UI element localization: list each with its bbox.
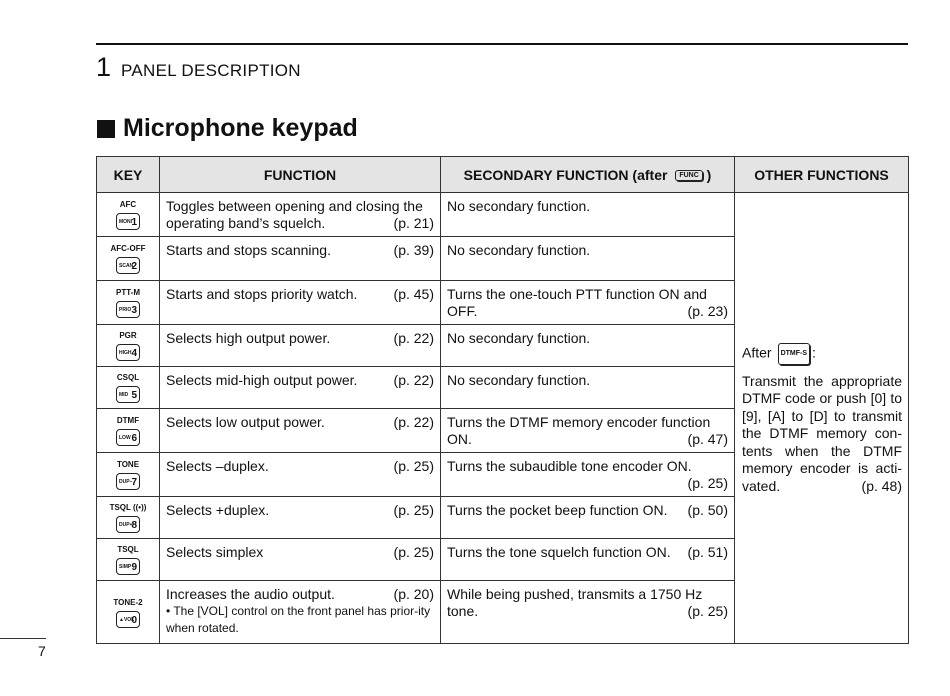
key-cell	[97, 409, 160, 453]
secondary-page-ref: (p. 25)	[687, 603, 728, 619]
function-text: Selects low output power.	[166, 414, 325, 430]
function-page-ref: (p. 20)	[393, 586, 434, 602]
keypad-key-icon	[116, 611, 140, 628]
secondary-text: No secondary function.	[447, 330, 591, 346]
function-cell	[160, 367, 441, 409]
function-page-ref: (p. 39)	[393, 242, 434, 258]
key-cap-label: DUP–	[119, 479, 133, 485]
key-cell	[97, 193, 160, 237]
secondary-text: No secondary function.	[447, 372, 591, 388]
secondary-cell	[441, 409, 735, 453]
key-cap-label: ▲VOL	[119, 616, 135, 623]
key-cap-label: LOW	[119, 435, 131, 441]
keypad-key-icon	[116, 386, 140, 403]
function-note: • The [VOL] control on the front panel has prior-ity when rotated.	[166, 604, 431, 635]
table-header-row	[97, 157, 909, 193]
key-secondary-label: TSQL ((•))	[109, 503, 147, 512]
secondary-page-ref: (p. 51)	[687, 544, 728, 560]
chapter-heading	[96, 52, 301, 83]
secondary-cell	[441, 581, 735, 644]
key-digit: 1	[131, 217, 137, 228]
key-secondary-label: DTMF	[116, 416, 140, 425]
key-cell	[97, 539, 160, 581]
key-digit: 3	[131, 305, 137, 316]
key-cap-label: HIGH	[119, 350, 132, 356]
function-cell	[160, 453, 441, 497]
key-cell	[97, 497, 160, 539]
function-cell	[160, 325, 441, 367]
secondary-text: Turns the one-touch PTT function ON and	[447, 286, 707, 302]
key-digit: 5	[131, 390, 137, 401]
function-page-ref: (p. 21)	[393, 215, 434, 231]
func-key-icon: FUNC	[675, 170, 702, 181]
secondary-page-ref: (p. 47)	[687, 431, 728, 447]
key-cap-label: SCAN	[119, 263, 134, 269]
keypad-key-icon	[116, 473, 140, 490]
secondary-text: ON.	[447, 431, 472, 447]
chapter-title: PANEL DESCRIPTION	[121, 61, 301, 80]
key-cap-label: DUP+	[119, 522, 133, 528]
other-suffix: :	[812, 344, 816, 361]
chapter-number: 1	[96, 52, 112, 82]
other-functions-cell	[735, 193, 909, 644]
function-cell	[160, 581, 441, 644]
keypad-table	[96, 156, 909, 644]
function-text: Toggles between opening and closing the	[166, 198, 423, 214]
other-prefix: After	[742, 344, 772, 361]
table-row	[97, 193, 909, 237]
function-text: Selects mid-high output power.	[166, 372, 358, 388]
section-heading	[97, 114, 358, 143]
top-rule	[96, 43, 908, 45]
key-digit: 0	[131, 614, 137, 626]
function-page-ref: (p. 22)	[393, 372, 434, 388]
function-page-ref: (p. 45)	[393, 286, 434, 302]
page-number: 7	[38, 643, 46, 659]
other-page-ref: (p. 48)	[861, 477, 902, 494]
secondary-cell	[441, 325, 735, 367]
secondary-text: No secondary function.	[447, 242, 591, 258]
secondary-text: While being pushed, transmits a 1750 Hz	[447, 586, 703, 602]
function-cell	[160, 497, 441, 539]
secondary-page-ref: (p. 23)	[687, 303, 728, 319]
secondary-cell	[441, 367, 735, 409]
function-text: Selects –duplex.	[166, 458, 269, 474]
key-secondary-label: AFC	[119, 200, 137, 209]
secondary-text: tone.	[447, 603, 479, 619]
key-cell	[97, 281, 160, 325]
function-text: Selects simplex	[166, 544, 264, 560]
function-text: Increases the audio output.	[166, 586, 335, 602]
key-digit: 8	[131, 520, 137, 531]
page-rule	[0, 638, 46, 639]
key-cell	[97, 453, 160, 497]
secondary-text: Turns the DTMF memory encoder function	[447, 414, 711, 430]
key-cell	[97, 581, 160, 644]
function-cell	[160, 281, 441, 325]
key-cap-label: MID	[119, 392, 129, 398]
header-function: FUNCTION	[160, 157, 441, 193]
keypad-key-icon	[116, 257, 140, 274]
key-cap-label: SIMP	[119, 564, 132, 570]
keypad-key-icon	[116, 301, 140, 318]
key-digit: 4	[131, 348, 137, 359]
secondary-text: OFF.	[447, 303, 478, 319]
key-digit: 7	[131, 477, 137, 488]
keypad-key-icon	[116, 558, 140, 575]
section-title: Microphone keypad	[123, 114, 358, 142]
secondary-cell	[441, 497, 735, 539]
function-page-ref: (p. 22)	[393, 414, 434, 430]
secondary-cell	[441, 453, 735, 497]
keypad-key-icon	[116, 429, 140, 446]
function-cell	[160, 193, 441, 237]
secondary-cell	[441, 237, 735, 281]
key-secondary-label: TONE	[116, 460, 140, 469]
secondary-page-ref: (p. 50)	[687, 502, 728, 518]
dtmf-s-key-icon: DTMF-S	[778, 343, 810, 365]
key-secondary-label: TONE-2	[113, 597, 143, 607]
other-body-text: Transmit the appropriate DTMF code or push [0] to [9], [A] to [D] to transmit the DTMF memory con-tents when the DTMF memory encoder is acti-vated.	[742, 372, 902, 494]
header-secondary	[441, 157, 735, 193]
keypad-key-icon	[116, 213, 140, 230]
key-secondary-label: TSQL	[117, 545, 139, 554]
function-page-ref: (p. 25)	[393, 502, 434, 518]
function-cell	[160, 539, 441, 581]
secondary-text: Turns the tone squelch function ON.	[447, 544, 671, 560]
key-digit: 9	[131, 562, 137, 573]
secondary-cell	[441, 193, 735, 237]
key-cap-label: MONI	[119, 219, 133, 225]
keypad-key-icon	[116, 516, 140, 533]
key-secondary-label: PTT-M	[116, 288, 140, 297]
function-page-ref: (p. 25)	[393, 458, 434, 474]
header-secondary-suffix: )	[706, 166, 712, 183]
function-text: Starts and stops scanning.	[166, 242, 331, 258]
keypad-key-icon	[116, 344, 140, 361]
function-text: operating band’s squelch.	[166, 215, 326, 231]
function-cell	[160, 237, 441, 281]
key-digit: 6	[131, 433, 137, 444]
key-cell	[97, 367, 160, 409]
secondary-cell	[441, 539, 735, 581]
header-secondary-text: SECONDARY FUNCTION (after	[463, 166, 668, 183]
secondary-text: Turns the subaudible tone encoder ON.	[447, 458, 692, 474]
function-page-ref: (p. 22)	[393, 330, 434, 346]
secondary-text: No secondary function.	[447, 198, 591, 214]
secondary-page-ref: (p. 25)	[687, 475, 728, 491]
secondary-cell	[441, 281, 735, 325]
key-secondary-label: AFC-OFF	[110, 244, 146, 253]
key-digit: 2	[131, 261, 137, 272]
function-text: Starts and stops priority watch.	[166, 286, 358, 302]
header-key: KEY	[97, 157, 160, 193]
key-cell	[97, 237, 160, 281]
key-cap-label: PRIO	[119, 307, 132, 313]
function-page-ref: (p. 25)	[393, 544, 434, 560]
square-bullet-icon	[97, 120, 115, 138]
secondary-text: Turns the pocket beep function ON.	[447, 502, 668, 518]
function-cell	[160, 409, 441, 453]
function-text: Selects high output power.	[166, 330, 331, 346]
key-secondary-label: CSQL	[116, 373, 140, 382]
key-cell	[97, 325, 160, 367]
key-secondary-label: PGR	[119, 331, 137, 340]
header-other: OTHER FUNCTIONS	[735, 157, 909, 193]
function-text: Selects +duplex.	[166, 502, 270, 518]
